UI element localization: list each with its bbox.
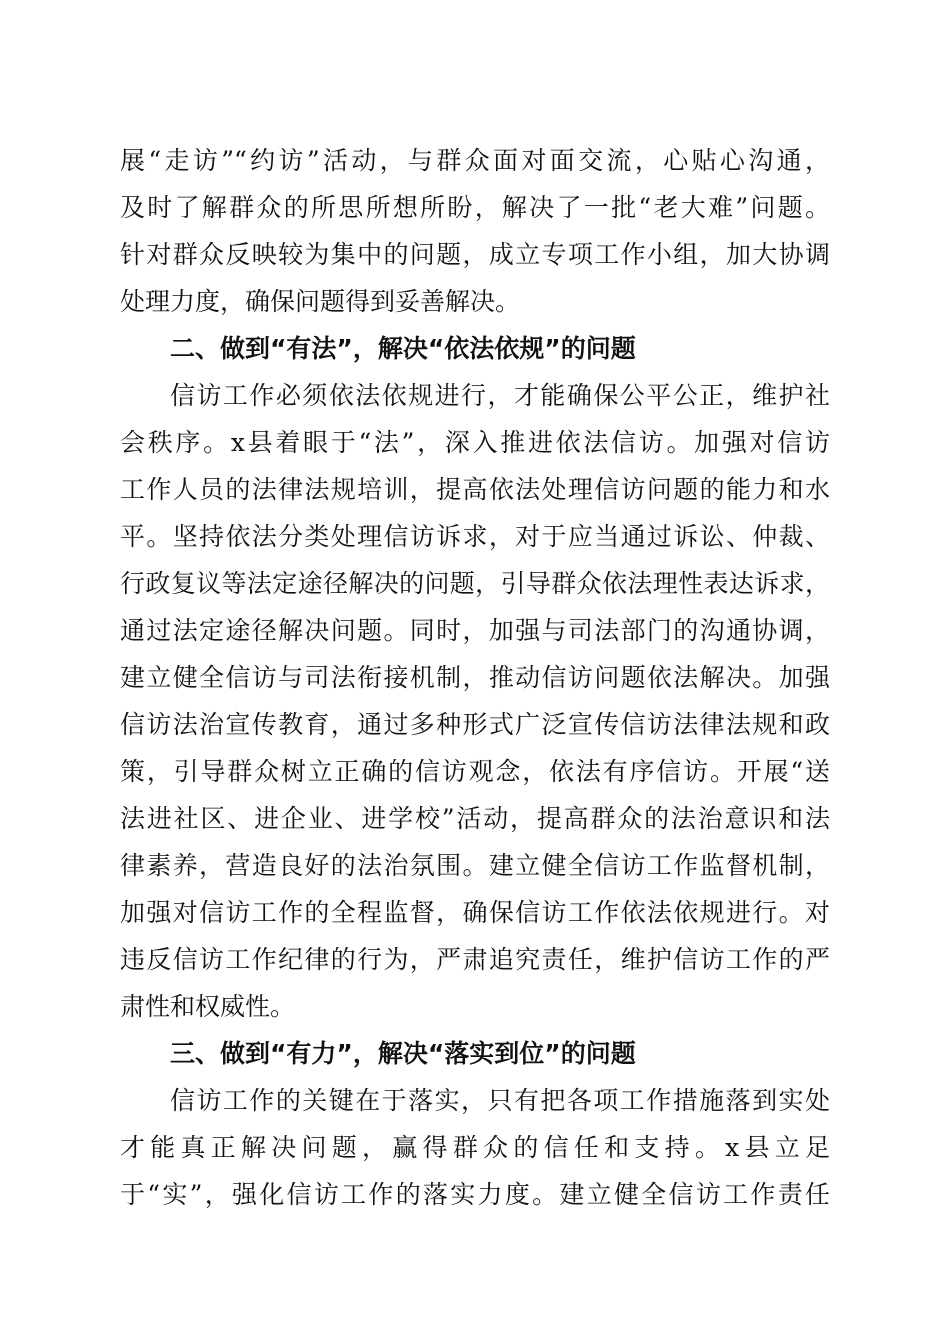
text-line: 工作人员的法律法规培训，提高依法处理信访问题的能力和水 — [120, 475, 830, 504]
text-line: 通过法定途径解决问题。同时，加强与司法部门的沟通协调， — [120, 616, 830, 645]
text-line: 加强对信访工作的全程监督，确保信访工作依法依规进行。对 — [120, 898, 830, 927]
section-heading: 二、做到“有法”，解决“依法依规”的问题 — [170, 334, 636, 363]
text-line: 违反信访工作纪律的行为，严肃追究责任，维护信访工作的严 — [120, 945, 830, 974]
text-line: 于“实”，强化信访工作的落实力度。建立健全信访工作责任 — [120, 1180, 830, 1209]
text-line: 行政复议等法定途径解决的问题，引导群众依法理性表达诉求， — [120, 569, 830, 598]
text-line: 会秩序。x县着眼于“法”，深入推进依法信访。加强对信访 — [120, 428, 830, 457]
text-line: 及时了解群众的所思所想所盼，解决了一批“老大难”问题。 — [120, 193, 830, 222]
text-line: 展“走访”“约访”活动，与群众面对面交流，心贴心沟通， — [120, 146, 830, 175]
text-line: 建立健全信访与司法衔接机制，推动信访问题依法解决。加强 — [120, 663, 830, 692]
text-line: 律素养，营造良好的法治氛围。建立健全信访工作监督机制， — [120, 851, 830, 880]
text-line: 策，引导群众树立正确的信访观念，依法有序信访。开展“送 — [120, 757, 830, 786]
text-line: 平。坚持依法分类处理信访诉求，对于应当通过诉讼、仲裁、 — [120, 522, 830, 551]
text-line: 处理力度，确保问题得到妥善解决。 — [120, 287, 521, 316]
text-line: 法进社区、进企业、进学校”活动，提高群众的法治意识和法 — [120, 804, 830, 833]
text-line: 肃性和权威性。 — [120, 992, 296, 1021]
text-line: 信访工作必须依法依规进行，才能确保公平公正，维护社 — [170, 381, 830, 410]
text-line: 信访工作的关键在于落实，只有把各项工作措施落到实处 — [170, 1086, 830, 1115]
section-heading: 三、做到“有力”，解决“落实到位”的问题 — [170, 1039, 636, 1068]
text-line: 才能真正解决问题，赢得群众的信任和支持。x县立足 — [120, 1133, 830, 1162]
text-line: 针对群众反映较为集中的问题，成立专项工作小组，加大协调 — [120, 240, 830, 269]
text-line: 信访法治宣传教育，通过多种形式广泛宣传信访法律法规和政 — [120, 710, 830, 739]
